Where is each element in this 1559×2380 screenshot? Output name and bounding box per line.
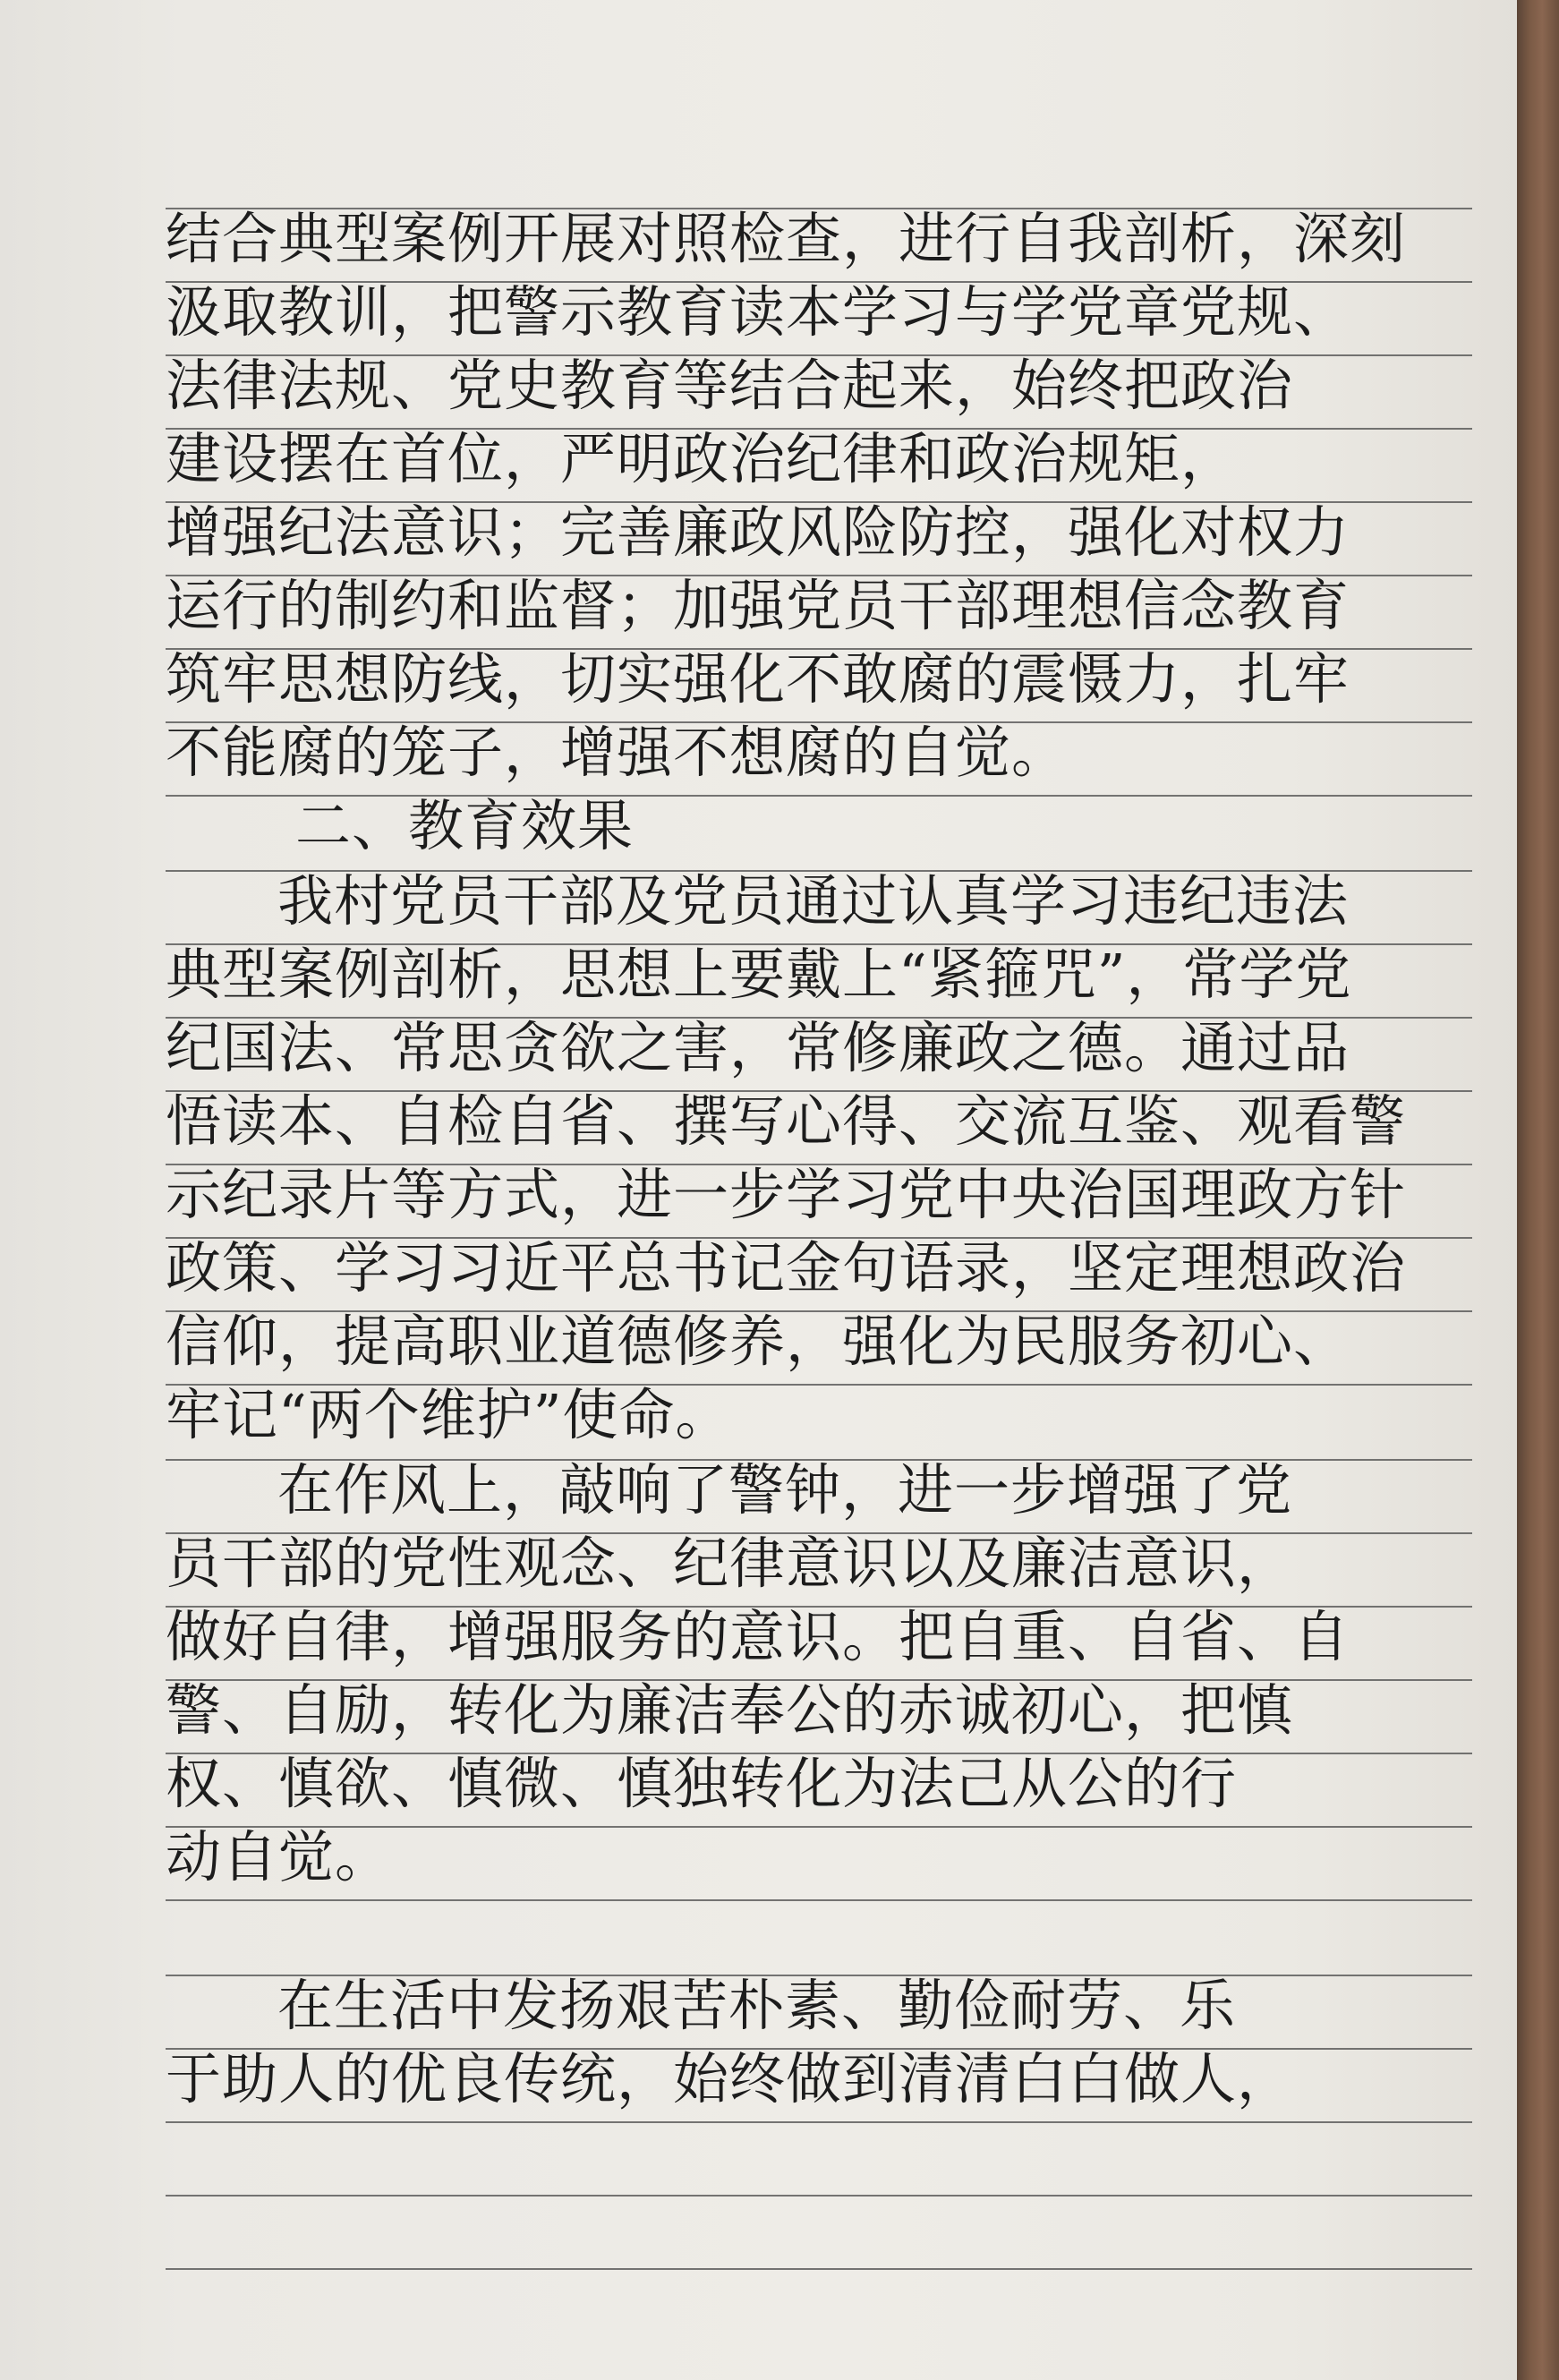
- text-line: 牢记“两个维护”使命。: [166, 1384, 732, 1446]
- notebook-binding: [1517, 0, 1559, 2380]
- text-line: 于助人的优良传统，始终做到清清白白做人，: [166, 2048, 1294, 2111]
- ruled-line: [166, 1899, 1472, 1901]
- text-line: 筑牢思想防线，切实强化不敢腐的震慑力，扎牢: [166, 648, 1350, 711]
- text-line: 运行的制约和监督；加强党员干部理想信念教育: [166, 575, 1350, 637]
- text-line: 增强纪法意识；完善廉政风险防控，强化对权力: [166, 501, 1350, 564]
- text-line: 信仰，提高职业道德修养，强化为民服务初心、: [166, 1310, 1350, 1373]
- text-line: 员干部的党性观念、纪律意识以及廉洁意识，: [166, 1532, 1294, 1595]
- text-line: 动自觉。: [166, 1826, 392, 1889]
- text-line: 纪国法、常思贪欲之害，常修廉政之德。通过品: [166, 1017, 1350, 1079]
- text-line: 在生活中发扬艰苦朴素、勤俭耐劳、乐: [277, 1975, 1237, 2037]
- ruled-line: [166, 2121, 1472, 2123]
- text-line: 我村党员干部及党员通过认真学习违纪违法: [277, 870, 1350, 933]
- text-line: 在作风上，敲响了警钟，进一步增强了党: [277, 1459, 1293, 1522]
- text-line: 政策、学习习近平总书记金句语录，坚定理想政治: [166, 1237, 1407, 1300]
- text-line: 汲取教训，把警示教育读本学习与学党章党规、: [166, 281, 1350, 344]
- text-line: 警、自励，转化为廉洁奉公的赤诚初心，把慎: [166, 1679, 1294, 1742]
- text-line: 建设摆在首位，严明政治纪律和政治规矩，: [166, 428, 1238, 491]
- ruled-line: [166, 2195, 1472, 2197]
- text-line: 不能腐的笼子，增强不想腐的自觉。: [166, 721, 1069, 784]
- text-line: 做好自律，增强服务的意识。把自重、自省、自: [166, 1606, 1350, 1668]
- text-line: 法律法规、党史教育等结合起来，始终把政治: [166, 354, 1294, 417]
- text-line: 示纪录片等方式，进一步学习党中央治国理政方针: [166, 1164, 1407, 1226]
- text-line: 结合典型案例开展对照检查，进行自我剖析，深刻: [166, 208, 1407, 270]
- section-heading: 二、教育效果: [295, 795, 635, 857]
- ruled-line: [166, 2268, 1472, 2270]
- text-line: 权、慎欲、慎微、慎独转化为法己从公的行: [166, 1753, 1238, 1815]
- text-line: 悟读本、自检自省、撰写心得、交流互鉴、观看警: [166, 1090, 1407, 1153]
- text-line: 典型案例剖析，思想上要戴上“紧箍咒”，常学党: [166, 943, 1352, 1006]
